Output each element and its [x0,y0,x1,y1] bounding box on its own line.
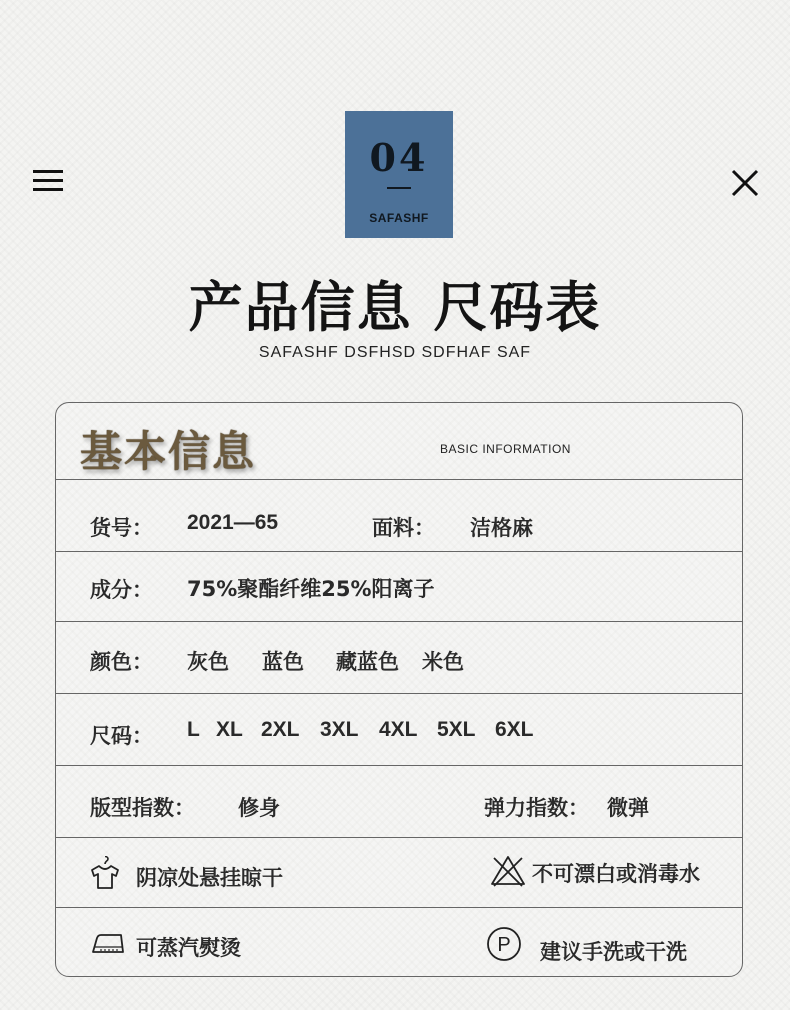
fit-elastic-row [56,765,742,838]
fabric-value: 洁格麻 [470,516,533,540]
badge-divider [387,187,411,189]
hang-dry-icon [90,856,120,890]
card-title: 基本信息 [80,427,257,476]
size-option: 5XL [437,718,476,741]
svg-text:P: P [497,934,511,956]
badge-number: 04 [369,135,429,180]
size-option: L [187,718,200,741]
size-option: 2XL [261,718,300,741]
no-bleach-icon [490,854,526,888]
size-option: 6XL [495,718,534,741]
item-no-value: 2021—65 [187,511,279,534]
care-steam-iron-text: 可蒸汽熨烫 [136,936,241,960]
composition-label: 成分： [90,578,153,602]
care-no-bleach-text: 不可漂白或消毒水 [532,862,700,886]
hamburger-menu-icon[interactable] [33,170,63,194]
basic-info-card [55,402,743,977]
iron-icon [91,930,127,956]
care-dry-clean-text: 建议手洗或干洗 [540,940,687,964]
color-option: 蓝色 [262,650,304,674]
size-label: 尺码： [90,724,153,748]
color-option: 米色 [422,650,464,674]
composition-row [56,551,742,622]
composition-value: 75%聚酯纤维25%阳离子 [187,577,435,601]
close-icon[interactable] [730,168,760,198]
section-number-badge [345,111,453,238]
page-title: 产品信息 尺码表 [188,276,602,339]
dry-clean-p-icon [486,926,522,962]
elastic-value: 微弹 [607,796,649,820]
color-row [56,621,742,694]
care-row-2 [56,907,742,978]
size-option: 3XL [320,718,359,741]
item-no-label: 货号： [90,516,153,540]
fit-value: 修身 [238,796,280,820]
badge-subtitle: SAFASHF [369,211,429,225]
card-subtitle: BASIC INFORMATION [440,442,571,456]
size-row [56,693,742,766]
item-fabric-row [56,479,742,552]
elastic-label: 弹力指数： [484,796,589,820]
fabric-label: 面料： [372,516,435,540]
color-label: 颜色： [90,650,153,674]
size-option: 4XL [379,718,418,741]
page-subtitle: SAFASHF DSFHSD SDFHAF SAF [258,344,532,361]
color-option: 藏蓝色 [336,650,399,674]
size-option: XL [216,718,243,741]
care-row-1 [56,837,742,908]
color-option: 灰色 [187,650,229,674]
care-hang-dry-text: 阴凉处悬挂晾干 [136,866,283,890]
fit-label: 版型指数： [90,796,195,820]
